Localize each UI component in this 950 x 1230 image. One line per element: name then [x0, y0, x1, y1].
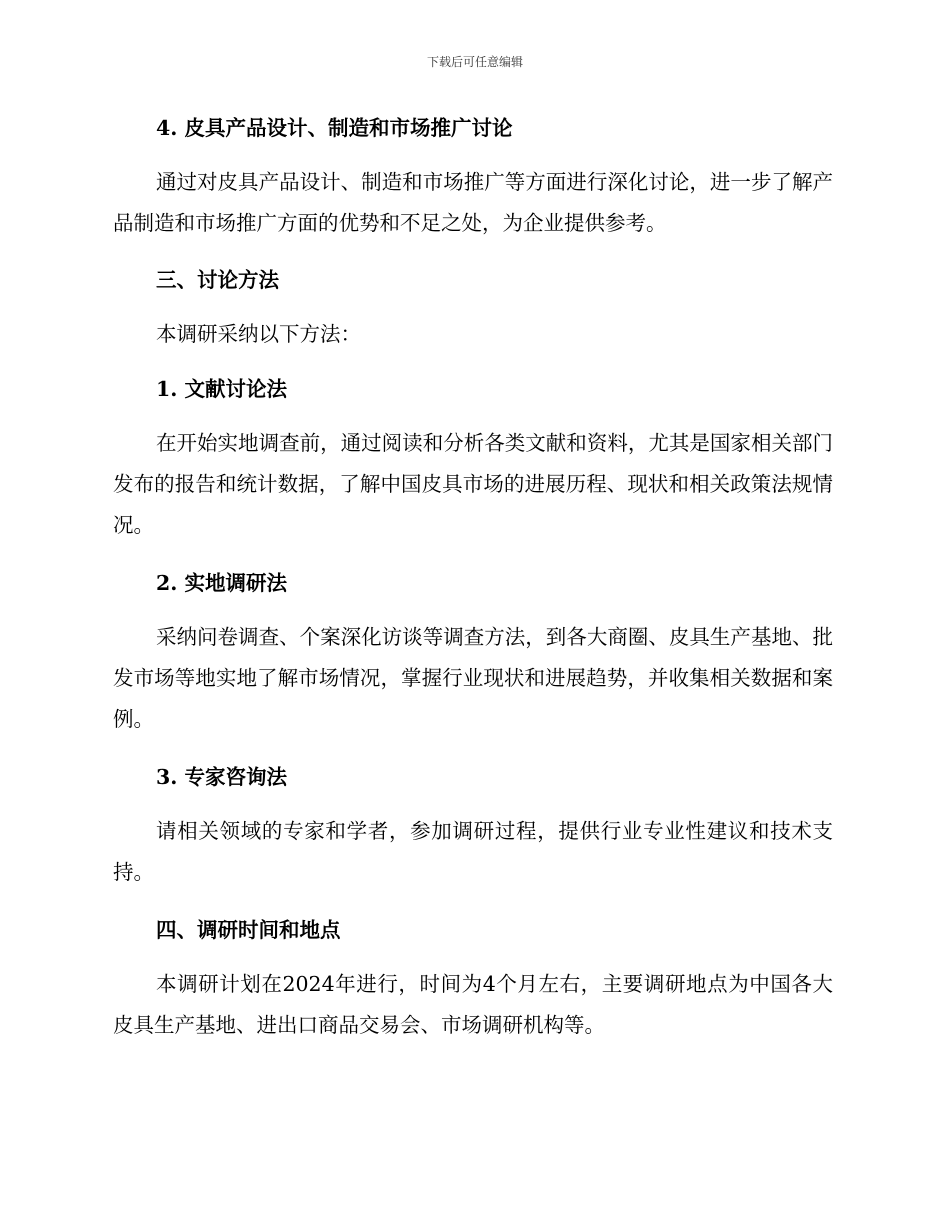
paragraph-expert-consultation-method: 请相关领域的专家和学者，参加调研过程，提供行业专业性建议和技术支持。: [113, 819, 833, 884]
paragraph-field-research-method: 采纳问卷调查、个案深化访谈等调查方法，到各大商圈、皮具生产基地、批发市场等地实地了解市场情况，掌握行业现状和进展趋势，并收集相关数据和案例。: [113, 625, 833, 731]
heading-field-research-method: 2. 实地调研法: [156, 571, 288, 595]
heading-product-design-manufacturing-marketing: 4. 皮具产品设计、制造和市场推广讨论: [156, 116, 513, 140]
paragraph-product-research: 通过对皮具产品设计、制造和市场推广等方面进行深化讨论，进一步了解产品制造和市场推广方面的优势和不足之处，为企业提供参考。: [113, 170, 833, 235]
heading-expert-consultation-method: 3. 专家咨询法: [156, 765, 288, 789]
page-header-note: 下载后可任意编辑: [426, 55, 523, 69]
heading-research-time-and-place: 四、调研时间和地点: [156, 918, 341, 942]
heading-literature-method: 1. 文献讨论法: [156, 377, 288, 401]
heading-research-methods: 三、讨论方法: [156, 268, 279, 292]
paragraph-methods-intro: 本调研采纳以下方法：: [156, 322, 361, 346]
paragraph-research-time-and-place: 本调研计划在2024年进行，时间为4个月左右，主要调研地点为中国各大皮具生产基地、进出口商品交易会、市场调研机构等。: [113, 972, 833, 1037]
paragraph-literature-method: 在开始实地调查前，通过阅读和分析各类文献和资料，尤其是国家相关部门发布的报告和统计数据，了解中国皮具市场的进展历程、现状和相关政策法规情况。: [113, 431, 833, 537]
